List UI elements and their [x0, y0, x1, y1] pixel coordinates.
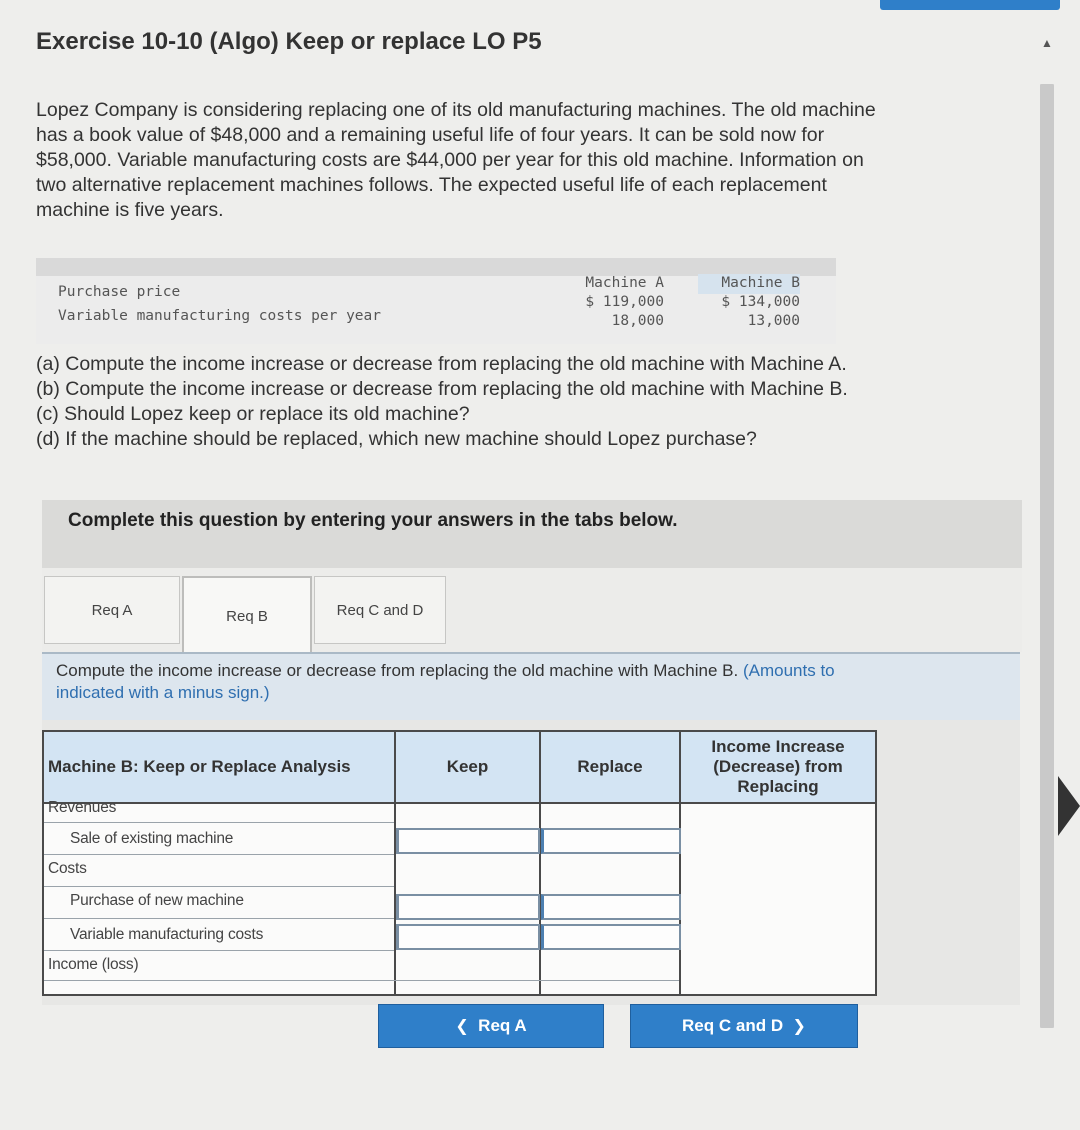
chevron-left-icon: ❮	[455, 1018, 469, 1035]
complete-prompt: Complete this question by entering your answers in the tabs below.	[68, 510, 678, 531]
next-req-c-and-d-button[interactable]	[630, 1004, 858, 1048]
intro-line: $58,000. Variable manufacturing costs are $44,000 per year for this old machine. Information on	[36, 149, 864, 171]
purchase-replace-input[interactable]	[541, 894, 681, 920]
row-line	[44, 918, 394, 919]
row-income-loss: Income (loss)	[48, 956, 139, 973]
instruction-main: Compute the income increase or decrease from replacing the old machine with Machine B.	[56, 661, 739, 680]
instruction-note: (Amounts to	[742, 661, 835, 680]
exercise-title: Exercise 10-10 (Algo) Keep or replace LO P5	[36, 28, 542, 55]
question-b: (b) Compute the income increase or decrease from replacing the old machine with Machine B.	[36, 378, 848, 400]
variable-keep-input[interactable]	[396, 924, 540, 950]
tab-req-c-and-d[interactable]: Req C and D	[314, 576, 446, 644]
sale-keep-input[interactable]	[396, 828, 540, 854]
question-c: (c) Should Lopez keep or replace its old machine?	[36, 403, 470, 425]
instruction-text	[56, 660, 1011, 704]
problem-intro	[36, 98, 1021, 223]
machine-a-variable: 18,000	[611, 313, 664, 329]
top-accent-bar	[880, 0, 1060, 10]
prev-req-a-button[interactable]	[378, 1004, 604, 1048]
tab-req-a[interactable]: Req A	[44, 576, 180, 644]
prev-button-label: Req A	[478, 1016, 527, 1035]
row-revenues	[48, 798, 116, 818]
machine-a-price: $ 119,000	[585, 294, 664, 310]
intro-line: has a book value of $48,000 and a remaining useful life of four years. It can be sold now for	[36, 124, 825, 146]
scroll-up-arrow-icon[interactable]: ▲	[1041, 36, 1053, 50]
chevron-right-icon: ❯	[792, 1018, 806, 1035]
purchase-price-label: Purchase price	[58, 284, 181, 300]
side-arrow-icon[interactable]	[1058, 776, 1080, 836]
machine-b-variable: 13,000	[747, 313, 800, 329]
row-revenues-text: Revenues	[48, 799, 117, 816]
variable-costs-label: Variable manufacturing costs per year	[58, 308, 382, 324]
keep-column-header: Keep	[396, 732, 541, 802]
row-variable-costs: Variable manufacturing costs	[70, 926, 264, 943]
sale-replace-input[interactable]	[541, 828, 681, 854]
row-purchase-new: Purchase of new machine	[70, 892, 244, 909]
tab-req-b[interactable]: Req B	[182, 576, 312, 654]
machine-a-column	[560, 274, 664, 331]
row-costs: Costs	[48, 860, 87, 877]
machine-a-header: Machine A	[585, 275, 664, 291]
keep-or-replace-table	[42, 730, 877, 996]
row-line	[44, 822, 394, 823]
scrollbar-thumb[interactable]	[1040, 84, 1054, 1028]
row-line	[44, 886, 394, 887]
intro-line: two alternative replacement machines follows. The expected useful life of each replacement	[36, 174, 827, 196]
income-column-header: Income Increase (Decrease) from Replacing	[681, 732, 875, 802]
machine-b-price: $ 134,000	[721, 294, 800, 310]
question-list	[36, 352, 1026, 452]
purchase-keep-input[interactable]	[396, 894, 540, 920]
next-button-label: Req C and D	[682, 1016, 784, 1035]
intro-line: Lopez Company is considering replacing one of its old manufacturing machines. The old machine	[36, 99, 876, 121]
row-line	[44, 980, 679, 981]
question-a: (a) Compute the income increase or decrease from replacing the old machine with Machine A.	[36, 353, 847, 375]
header-divider	[44, 802, 875, 804]
replace-column-header: Replace	[541, 732, 681, 802]
machine-b-column	[698, 274, 800, 331]
variable-replace-input[interactable]	[541, 924, 681, 950]
machine-data-table	[36, 258, 836, 344]
intro-line: machine is five years.	[36, 199, 224, 221]
row-line	[44, 854, 394, 855]
row-sale-existing: Sale of existing machine	[70, 830, 234, 847]
analysis-header-label: Machine B: Keep or Replace Analysis	[44, 732, 396, 802]
row-line	[44, 950, 394, 951]
instruction-note-cont: indicated with a minus sign.)	[56, 683, 270, 702]
machine-b-header: Machine B	[721, 275, 800, 291]
question-d: (d) If the machine should be replaced, which new machine should Lopez purchase?	[36, 428, 757, 450]
